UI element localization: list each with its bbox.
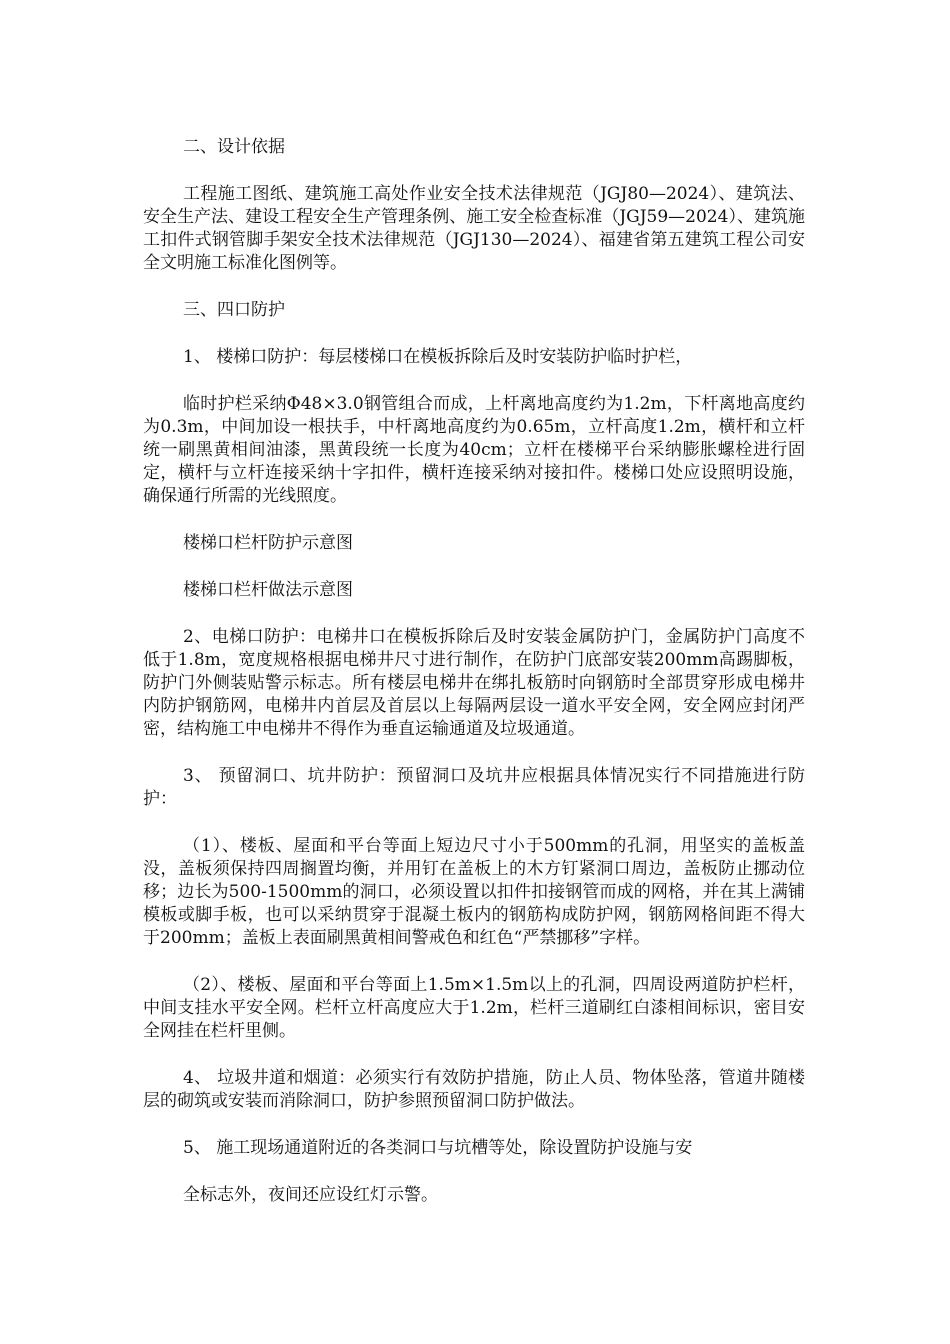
paragraph-temporary-railing: 临时护栏采纳Φ48×3.0钢管组合而成，上杆离地高度约为1.2m，下杆离地高度约为0.3m，中间加设一根扶手，中杆离地高度约为0.65m，立杆高度1.2m，横杆和立杆统一刷黑黄相间油漆，黑黄段统一长度为40cm；立杆在楼梯平台采纳膨胀螺栓进行固定，横杆与立杆连接采纳十字扣件，横杆连接采纳对接扣件。楼梯口处应设照明设施，确保通行所需的光线照度。 [143,394,805,506]
heading-four-openings: 三、四口防护 [183,300,285,320]
document-body [143,136,805,1231]
paragraph-reserved-openings: 3、 预留洞口、坑井防护：预留洞口及坑井应根据具体情况实行不同措施进行防护： [143,766,805,809]
caption-stair-railing-method: 楼梯口栏杆做法示意图 [183,580,353,600]
paragraph-large-openings: （2）、楼板、屋面和平台等面上1.5m×1.5m以上的孔洞，四周设两道防护栏杆，中间支挂水平安全网。栏杆立杆高度应大于1.2m，栏杆三道刷红白漆相间标识，密目安全网挂在栏杆里侧。 [143,975,805,1041]
paragraph-elevator-opening: 2、电梯口防护：电梯井口在模板拆除后及时安装金属防护门，金属防护门高度不低于1.8m，宽度规格根据电梯井尺寸进行制作，在防护门底部安装200mm高踢脚板，防护门外侧装贴警示标志。所有楼层电梯井在绑扎板筋时向钢筋时全部贯穿形成电梯井内防护钢筋网，电梯井内首层及首层以上每隔两层设一道水平安全网，安全网应封闭严密，结构施工中电梯井不得作为垂直运输通道及垃圾通道。 [143,627,805,739]
paragraph-small-openings: （1）、楼板、屋面和平台等面上短边尺寸小于500mm的孔洞，用坚实的盖板盖没，盖板须保持四周搁置均衡，并用钉在盖板上的木方钉紧洞口周边，盖板防止挪动位移；边长为500-1500mm的洞口，必须设置以扣件扣接钢管而成的网格，并在其上满铺模板或脚手板，也可以采纳贯穿于混凝土板内的钢筋构成防护网，钢筋网格间距不得大于200mm；盖板上表面刷黑黄相间警戒色和红色“严禁挪移”字样。 [143,836,805,948]
paragraph-night-warning: 全标志外，夜间还应设红灯示警。 [183,1185,438,1205]
paragraph-garbage-shafts: 4、 垃圾井道和烟道：必须实行有效防护措施，防止人员、物体坠落，管道井随楼层的砌筑或安装而消除洞口，防护参照预留洞口防护做法。 [143,1068,805,1111]
paragraph-site-passages: 5、 施工现场通道附近的各类洞口与坑槽等处，除设置防护设施与安 [183,1138,693,1158]
heading-design-basis: 二、设计依据 [183,137,285,157]
caption-stair-railing-protection: 楼梯口栏杆防护示意图 [183,533,353,553]
paragraph-design-basis: 工程施工图纸、建筑施工高处作业安全技术法律规范（JGJ80—2024）、建筑法、安全生产法、建设工程安全生产管理条例、施工安全检查标准（JGJ59—2024）、建筑施工扣件式钢管脚手架安全技术法律规范（JGJ130—2024）、福建省第五建筑工程公司安全文明施工标准化图例等。 [143,184,805,273]
paragraph-stair-opening: 1、 楼梯口防护：每层楼梯口在模板拆除后及时安装防护临时护栏， [183,347,693,367]
